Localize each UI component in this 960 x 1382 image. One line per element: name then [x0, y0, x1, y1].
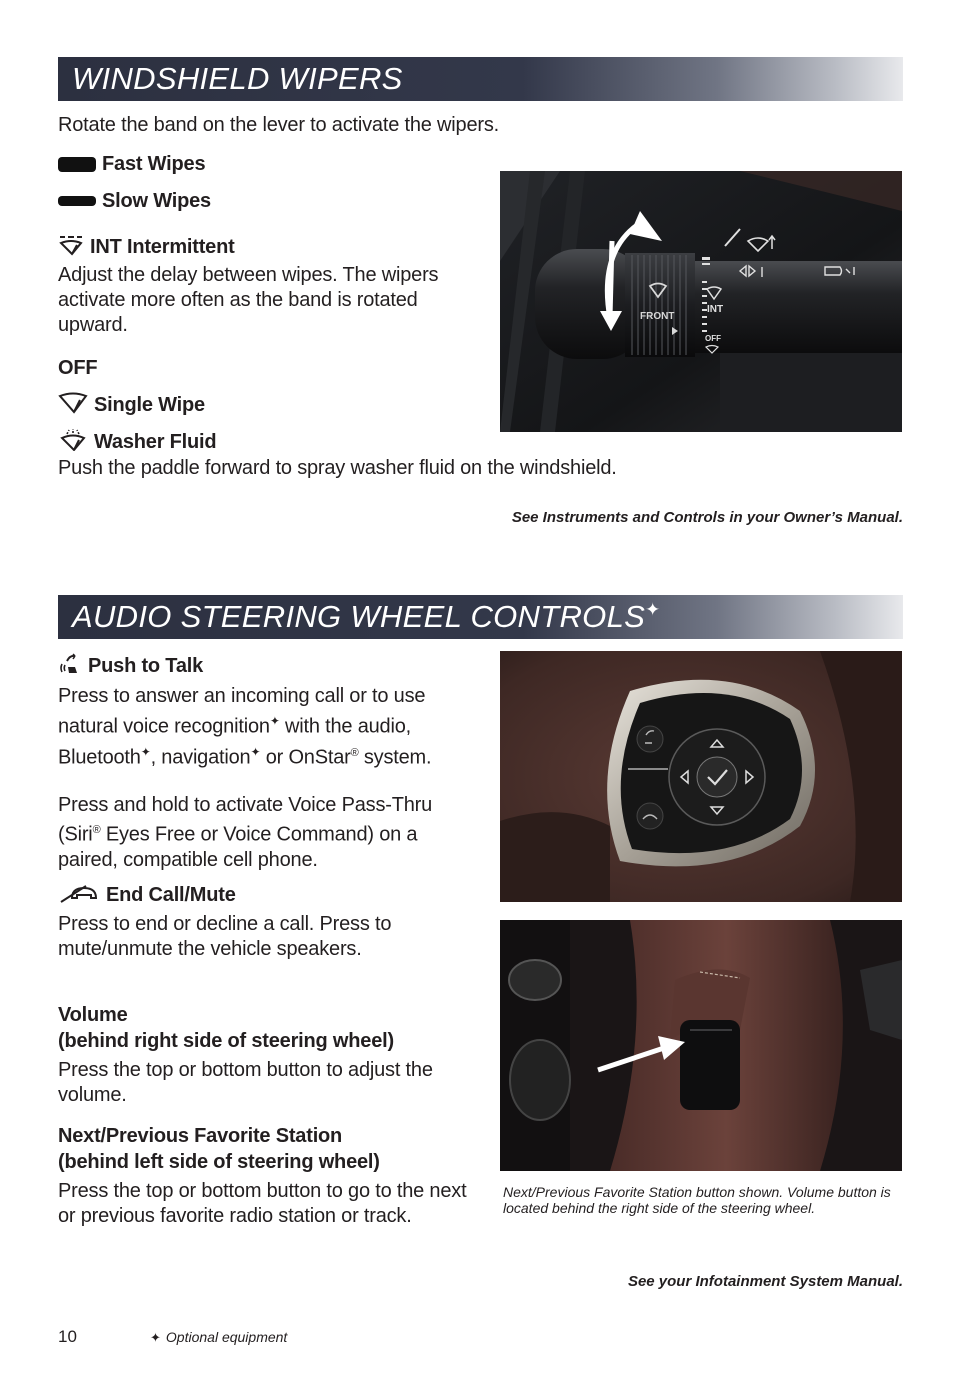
- end-call-item: [58, 883, 236, 908]
- wipers-reference: See Instruments and Controls in your Owner’s Manual.: [511, 509, 903, 526]
- audio-title: AUDIO STEERING WHEEL CONTROLS: [72, 599, 646, 634]
- single-wipe-item: [58, 392, 205, 418]
- registered-mark: ®: [92, 824, 101, 836]
- single-wipe-label: Single Wipe: [94, 394, 205, 416]
- photo-caption: Next/Previous Favorite Station button shown. Volume button is located behind the right side of the steering wheel.: [503, 1184, 891, 1216]
- washer-description: Push the paddle forward to spray washer fluid on the windshield.: [58, 457, 617, 479]
- wipers-banner: [58, 57, 903, 101]
- washer-item: [58, 429, 216, 455]
- ptt-item: [58, 653, 203, 679]
- intermittent-wiper-icon: [58, 234, 84, 256]
- page-number: 10: [58, 1327, 77, 1346]
- end-call-description: Press to end or decline a call. Press to mute/unmute the vehicle speakers.: [58, 913, 392, 960]
- ptt-description: [58, 684, 448, 770]
- favorite-station-button-photo: [500, 920, 902, 1171]
- favorite-description: Press the top or bottom button to go to the next or previous favorite radio station or track.: [58, 1180, 467, 1227]
- footer-optional-note: [150, 1329, 287, 1346]
- audio-title-mark: ✦: [645, 599, 661, 620]
- steering-wheel-controls-photo: [500, 651, 902, 902]
- volume-description: Press the top or bottom button to adjust the volume.: [58, 1059, 433, 1106]
- ptt-title: Push to Talk: [88, 655, 204, 677]
- slow-wipes-icon: [58, 196, 96, 206]
- ptt-desc-part-3: , navigation: [150, 746, 251, 769]
- footer-optional-mark: ✦: [150, 1330, 161, 1345]
- wipers-title: WINDSHIELD WIPERS: [72, 61, 403, 96]
- wiper-lever-photo: [500, 171, 902, 432]
- favorite-title-2: (behind left side of steering wheel): [58, 1151, 380, 1173]
- volume-title-2: (behind right side of steering wheel): [58, 1030, 394, 1052]
- ptt-desc-part-1: Press to answer an incoming call or to use natural voice recognition: [58, 685, 426, 738]
- ptt-desc-part-4: or OnStar: [260, 746, 351, 769]
- audio-reference: See your Infotainment System Manual.: [627, 1273, 903, 1290]
- ptt-desc-part-5: system.: [358, 746, 432, 769]
- lever-off-label: OFF: [705, 334, 721, 343]
- optional-mark: ✦: [140, 744, 151, 759]
- push-to-talk-icon: [58, 653, 82, 675]
- fast-wipes-item: [58, 152, 205, 177]
- washer-fluid-icon: [58, 429, 88, 451]
- audio-banner: [58, 595, 903, 639]
- end-call-title: End Call/Mute: [106, 884, 236, 906]
- lever-front-label: FRONT: [640, 311, 675, 322]
- optional-mark: ✦: [269, 714, 280, 728]
- fast-wipes-icon: [58, 157, 96, 172]
- end-call-mute-icon: [58, 884, 100, 904]
- int-item: [58, 234, 235, 260]
- wipers-intro: Rotate the band on the lever to activate the wipers.: [58, 114, 499, 136]
- footer-optional-label: Optional equipment: [165, 1329, 288, 1345]
- off-label: OFF: [58, 357, 98, 379]
- single-wipe-icon: [58, 392, 88, 414]
- registered-mark: ®: [350, 746, 359, 759]
- washer-title: Washer Fluid: [94, 431, 217, 453]
- ptt-hold-part-2: Eyes Free or Voice Command) on a paired, compatible cell phone.: [58, 823, 418, 871]
- volume-title-1: Volume: [58, 1004, 128, 1026]
- ptt-desc-part-2: with the audio, Bluetooth: [58, 715, 412, 769]
- audio-title-line: [72, 599, 661, 635]
- slow-wipes-label: Slow Wipes: [102, 190, 211, 212]
- favorite-title-1: Next/Previous Favorite Station: [58, 1125, 343, 1147]
- slow-wipes-item: [58, 189, 211, 214]
- fast-wipes-label: Fast Wipes: [102, 153, 206, 175]
- lever-int-label: INT: [707, 304, 724, 315]
- ptt-hold-description: [58, 793, 453, 873]
- int-title: INT Intermittent: [90, 236, 235, 258]
- ptt-hold-part-1: Press and hold to activate Voice Pass-Thru (Siri: [58, 794, 433, 846]
- int-description: Adjust the delay between wipes. The wipers activate more often as the band is rotated upward.: [58, 264, 439, 336]
- optional-mark: ✦: [250, 744, 261, 759]
